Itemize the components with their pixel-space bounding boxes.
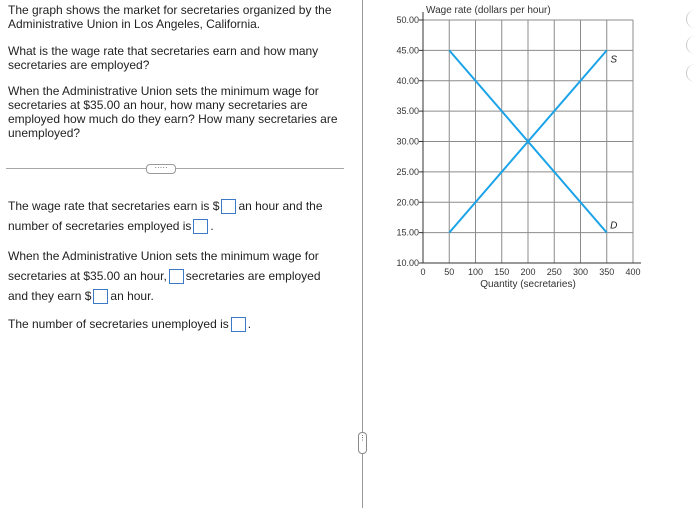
question-2-line-4: unemployed? bbox=[8, 126, 81, 140]
labor-market-chart bbox=[363, 0, 695, 508]
x-tick-label: 200 bbox=[520, 267, 536, 277]
answer-3-text-a: The number of secretaries unemployed is bbox=[8, 317, 229, 331]
y-tick-label: 45.00 bbox=[396, 45, 419, 56]
graph-panel bbox=[363, 0, 695, 508]
answer-1-text-a: The wage rate that secretaries earn is $ bbox=[8, 199, 220, 213]
answer-2-line-1: When the Administrative Union sets the minimum wage for bbox=[8, 249, 319, 263]
y-tick-label: 30.00 bbox=[396, 136, 419, 147]
answer-1-text-c: number of secretaries employed is bbox=[8, 219, 192, 233]
intro-text bbox=[8, 3, 332, 31]
y-axis-label: Wage rate (dollars per hour) bbox=[426, 5, 551, 16]
unemployed-input[interactable] bbox=[231, 317, 246, 332]
y-tick-label: 40.00 bbox=[396, 75, 419, 86]
question-2-line-2: secretaries at $35.00 an hour, how many secretaries are bbox=[8, 98, 308, 112]
x-tick-label: 100 bbox=[467, 267, 484, 277]
answer-2-text-d: an hour. bbox=[110, 289, 154, 303]
answer-2-text-c: and they earn $ bbox=[8, 289, 92, 303]
question-2-line-1: When the Administrative Union sets the minimum wage for bbox=[8, 84, 319, 98]
question-1 bbox=[8, 44, 318, 72]
y-tick-label: 50.00 bbox=[396, 15, 419, 25]
answer-2-text-a: secretaries at $35.00 an hour, bbox=[8, 269, 167, 283]
x-tick-label: 150 bbox=[494, 267, 510, 277]
answer-2-text-b: secretaries are employed bbox=[185, 269, 321, 283]
min-wage-earn-input[interactable] bbox=[93, 289, 108, 304]
answer-1-text-b: an hour and the bbox=[238, 199, 323, 213]
answer-1 bbox=[8, 196, 323, 236]
wage-rate-input[interactable] bbox=[221, 199, 236, 214]
x-axis-label: Quantity (secretaries) bbox=[480, 279, 576, 290]
answer-3 bbox=[8, 314, 251, 334]
question-1-line-1: What is the wage rate that secretaries earn and how many bbox=[8, 44, 319, 58]
y-tick-label: 25.00 bbox=[396, 166, 419, 177]
question-1-line-2: secretaries are employed? bbox=[8, 58, 150, 72]
x-tick-label: 350 bbox=[599, 267, 615, 277]
splitter-handle[interactable]: ⋮ bbox=[358, 432, 367, 454]
intro-line-2: Administrative Union in Los Angeles, California. bbox=[8, 17, 261, 31]
d-curve-label: D bbox=[610, 220, 618, 232]
y-tick-label: 20.00 bbox=[396, 197, 419, 208]
answer-2 bbox=[8, 246, 321, 306]
intro-line-1: The graph shows the market for secretaries organized by the bbox=[8, 3, 332, 17]
x-tick-label: 50 bbox=[444, 267, 455, 277]
y-tick-label: 15.00 bbox=[396, 227, 419, 238]
answer-1-text-d: . bbox=[210, 219, 214, 233]
x-tick-label: 250 bbox=[546, 267, 562, 277]
expand-button[interactable]: ····· bbox=[146, 164, 176, 174]
min-wage-employed-input[interactable] bbox=[169, 269, 184, 284]
x-tick-label: 300 bbox=[572, 267, 589, 277]
x-tick-label: 400 bbox=[625, 267, 641, 277]
answer-3-text-b: . bbox=[247, 317, 252, 331]
y-tick-label: 35.00 bbox=[396, 106, 419, 117]
s-curve-label: S bbox=[610, 54, 618, 66]
employed-quantity-input[interactable] bbox=[193, 219, 208, 234]
question-2 bbox=[8, 84, 338, 140]
y-tick-label: 10.00 bbox=[396, 258, 419, 268]
question-2-line-3: employed how much do they earn? How many secretaries are bbox=[8, 112, 338, 126]
x-tick-label: 0 bbox=[420, 267, 426, 277]
